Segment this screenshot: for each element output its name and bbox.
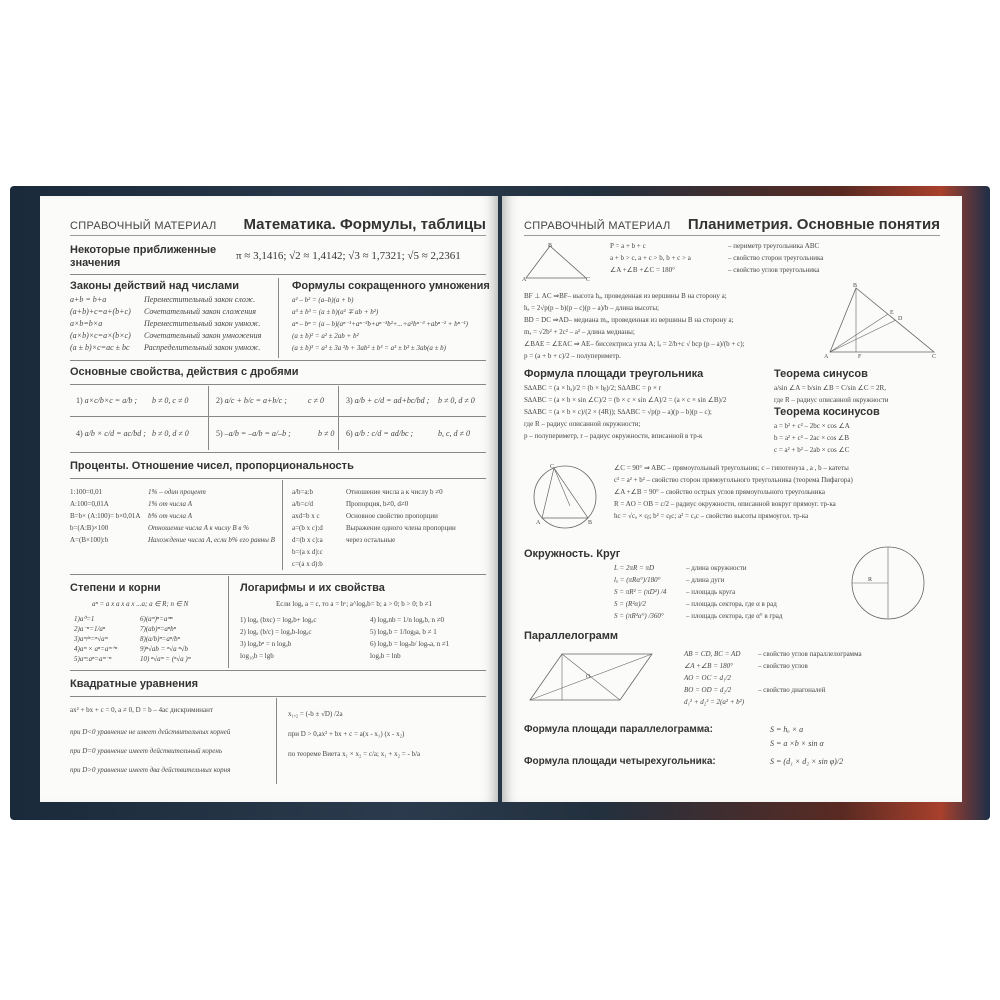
circle-formula: L = 2πR = πD xyxy=(614,564,655,572)
circle-description: – площадь сектора, где α в рад xyxy=(686,600,777,608)
percents-cell: Отношение числа A к числу B в % xyxy=(148,524,249,532)
fraction-num: 3) xyxy=(346,396,353,405)
fraction-cond: b ≠ 0, c ≠ 0 xyxy=(152,396,189,405)
fraction-item xyxy=(76,428,146,440)
short-mult-formula: aⁿ – bⁿ = (a – b)(aⁿ⁻¹+aⁿ⁻²b+aⁿ⁻³b²+...+a²bⁿ⁻³ +abⁿ⁻² + bⁿ⁻¹) xyxy=(292,320,468,328)
svg-text:C: C xyxy=(550,464,555,470)
log-rule: 6) logₐb = logₙb/ logₙa, n ≠1 xyxy=(370,640,450,648)
approx-values: π ≈ 3,1416; √2 ≈ 1,4142; √3 ≈ 1,7321; √5 ≈ 2,2361 xyxy=(236,250,461,262)
divider xyxy=(70,574,486,575)
laws-descriptions xyxy=(144,294,261,354)
quadratic-line: при D>0 уравнение имеет два действительных корня xyxy=(70,766,231,774)
log-rule: 1) logₐ (bxc) = logₐb+ logₐc xyxy=(240,616,317,624)
parallelogram-description: – свойство углов xyxy=(758,662,808,670)
law-formula: a×b=b×a xyxy=(70,319,103,328)
divider xyxy=(70,696,486,697)
area-heading: Формула площади треугольника xyxy=(524,368,704,380)
triangle-basic-descriptions xyxy=(728,240,823,276)
left-page-title: Математика. Формулы, таблицы xyxy=(243,216,486,233)
triangle-line: ∠BAE = ∠EAC ⇒ AE– биссектриса угла A; lₐ = 2/b+c √ bcp (p – a)/(b + c); xyxy=(524,340,745,348)
short-mult-formulas xyxy=(292,294,468,354)
cosines-line: b = a² + c² – 2ac × cos ∠B xyxy=(774,434,849,442)
sines-lines xyxy=(774,382,889,406)
triangle-basic-formulas xyxy=(610,240,691,276)
circle-description: – длина окружности xyxy=(686,564,747,572)
law-formula: (a×b)×c=a×(b×c) xyxy=(70,331,131,340)
fraction-cond: c ≠ 0 xyxy=(308,396,324,405)
quadratic-line: при D=0 уравнение имеет действительный корень xyxy=(70,747,223,755)
divider xyxy=(276,698,277,784)
parallelogram-description: – свойство углов параллелограмма xyxy=(758,650,862,658)
circle-description: – площадь сектора, где α° в град xyxy=(686,612,783,620)
triangle-line: p = (a + b + c)/2 – полупериметр. xyxy=(524,352,621,360)
divider xyxy=(70,274,486,275)
area-line: где R – радиус описанной окружности; xyxy=(524,420,641,428)
fraction-expr: a/b × c/d = ac/bd ; xyxy=(84,429,146,438)
triangle-formula: ∠A +∠B +∠C = 180° xyxy=(610,266,675,274)
fraction-cond: b ≠ 0, d ≠ 0 xyxy=(438,396,475,405)
law-description: Сочетательный закон сложения xyxy=(144,307,257,316)
percents-cell: 1% – один процент xyxy=(148,488,206,496)
log-rule: 3) logₐbⁿ = n logₐb xyxy=(240,640,292,648)
log-rule: 2) logₐ (b/c) = logₐb-logₐc xyxy=(240,628,312,636)
area-line: p – полупериметр, r – радиус окружности, вписанной в тр-к xyxy=(524,432,703,440)
quadratic-line: ax² + bx + c = 0, a ≠ 0, D = b – 4ac дискриминант xyxy=(70,706,213,714)
triangle-description: – свойство углов треугольника xyxy=(728,266,820,274)
percents-cell: b=(A:B)×100 xyxy=(70,524,109,532)
percents-cell: Основное свойство пропорции xyxy=(346,512,438,520)
logs-heading: Логарифмы и их свойства xyxy=(240,582,385,594)
law-formula: (a+b)+c=a+(b+c) xyxy=(70,307,131,316)
power-rule: 2)a⁻ⁿ=1/aⁿ xyxy=(74,625,106,633)
area-parallelogram-line: S = hₐ × a xyxy=(770,725,804,734)
divider xyxy=(338,386,339,450)
approx-heading-1: Некоторые приближенные xyxy=(70,244,217,256)
area-quad-heading: Формула площади четырехугольника: xyxy=(524,756,716,767)
approx-heading-2: значения xyxy=(70,257,121,269)
percents-cell: B=b× (A:100)= b×0,01A xyxy=(70,512,141,520)
svg-text:D: D xyxy=(898,316,903,322)
percents-cell: 1:100=0,01 xyxy=(70,488,103,496)
svg-text:C: C xyxy=(932,354,937,360)
parallelogram-formula: AB = CD, BC = AD xyxy=(684,650,741,658)
triangle-description: – свойство сторон треугольника xyxy=(728,254,824,262)
svg-text:E: E xyxy=(890,310,894,316)
power-rule: 4)aᵐ × aⁿ=aᵐ⁺ⁿ xyxy=(74,645,118,653)
power-rule: 10) ⁿ√aᵐ = (ⁿ√a )ᵐ xyxy=(140,655,191,663)
sines-heading: Теорема синусов xyxy=(774,368,868,380)
triangle-diagram xyxy=(522,242,592,282)
area-parallelogram-heading: Формула площади параллелограмма: xyxy=(524,724,713,735)
percents-cell: Отношение числа a к числу b ≠0 xyxy=(346,488,443,496)
area-quad-line: S = (d₁ × d₂ × sin φ)/2 xyxy=(770,757,844,766)
parallelogram-heading: Параллелограмм xyxy=(524,630,619,642)
triangle-heights-diagram xyxy=(822,280,942,360)
percents-cell: Пропорция, b≠0, d≠0 xyxy=(346,500,409,508)
triangle-lines xyxy=(524,290,745,362)
short-mult-heading: Формулы сокращенного умножения xyxy=(292,280,490,292)
percents-cell: c=(a x d):b xyxy=(292,560,323,568)
svg-text:A: A xyxy=(824,354,829,360)
triangle-line: BF ⊥ AC ⇒BF– высота hₐ, проведенная из вершины B на сторону a; xyxy=(524,292,727,300)
svg-text:A: A xyxy=(522,277,527,282)
left-page-label: СПРАВОЧНЫЙ МАТЕРИАЛ xyxy=(70,220,217,232)
parallelogram-formulas xyxy=(684,648,744,708)
circle-formulas xyxy=(614,562,666,622)
percents-cell: b% от числа A xyxy=(148,512,192,520)
circle-formula: S = (R²α)/2 xyxy=(614,600,646,608)
right-page xyxy=(502,196,962,802)
fraction-item xyxy=(76,395,137,407)
log-rule: log₁₀b = lgb xyxy=(240,652,274,660)
right-triangle-line: ∠A +∠B = 90° – свойство острых углов прямоугольного треугольника xyxy=(614,488,825,496)
fraction-expr: –a/b = –a/b = a/–b ; xyxy=(224,429,291,438)
cosines-lines xyxy=(774,420,850,456)
parallelogram-description: – свойство диагоналей xyxy=(758,686,826,694)
right-triangle-line: hc = √cₐ × cᵦ; b² = cᵦc; a² = cₐc – свойство высоты прямоугол. тр-ка xyxy=(614,512,809,520)
percents-cell: через остальные xyxy=(346,536,396,544)
svg-text:B: B xyxy=(588,520,593,526)
right-triangle-circle-diagram xyxy=(530,462,600,532)
percents-cell: a/b=a:b xyxy=(292,488,314,496)
power-rule: 8)(a/b)ⁿ=aⁿ/bⁿ xyxy=(140,635,180,643)
fraction-expr: a/c + b/c = a+b/c ; xyxy=(224,396,287,405)
cosines-heading: Теорема косинусов xyxy=(774,406,880,418)
divider xyxy=(70,452,486,453)
svg-text:R: R xyxy=(868,577,873,583)
laws-formulas xyxy=(70,294,131,354)
fractions-heading: Основные свойства, действия с дробями xyxy=(70,366,299,378)
fraction-cond: b ≠ 0 xyxy=(318,429,335,438)
triangle-formula: a + b > c, a + c > b, b + c > a xyxy=(610,254,691,262)
power-rule: 7)(ab)ⁿ=aⁿbⁿ xyxy=(140,625,176,633)
circle-diagram xyxy=(848,542,928,624)
svg-text:B: B xyxy=(548,243,553,249)
power-rule: 3)aᵐ/ⁿ=ⁿ√aᵐ xyxy=(74,635,108,643)
left-page xyxy=(40,196,498,802)
sines-line: где R – радиус описанной окружности xyxy=(774,396,889,404)
divider xyxy=(70,416,486,417)
cosines-line: c = a² + b² – 2ab × cos ∠C xyxy=(774,446,850,454)
quadratic-heading: Квадратные уравнения xyxy=(70,678,199,690)
quadratic-line: при D > 0,ax² + bx + c = a(x - x₁) (x - x₂) xyxy=(288,730,405,738)
svg-text:A: A xyxy=(536,520,541,526)
fraction-item xyxy=(346,395,429,407)
short-mult-formula: a² – b² = (a–b)(a + b) xyxy=(292,296,354,304)
divider xyxy=(208,386,209,450)
right-triangle-line: ∠C = 90° ⇒ ABC – прямоугольный треугольник; c – гипотенуза , a , b – катеты xyxy=(614,464,849,472)
power-rule: 5)aᵐ:aⁿ=aᵐ⁻ⁿ xyxy=(74,655,112,663)
quadratic-line: по теореме Виета x₁ × x₂ = c/a; x₁ + x₂ = - b/a xyxy=(288,750,421,758)
percents-cell: A:100=0,01A xyxy=(70,500,109,508)
triangle-line: mₐ = √2b² + 2c² – a² – длина медианы; xyxy=(524,328,635,336)
parallelogram-diagram xyxy=(526,648,656,706)
law-formula: (a ± b)×c=ac ± bc xyxy=(70,343,130,352)
quadratic-line: при D<0 уравнение не имеет действительных корней xyxy=(70,728,231,736)
circle-formula: S = πR² = (πD²) /4 xyxy=(614,588,667,596)
powers-heading: Степени и корни xyxy=(70,582,161,594)
area-line: S∆ABC = (a × b × sin ∠C)/2 = (b × c × sin ∠A)/2 = (a × c × sin ∠B)/2 xyxy=(524,396,727,404)
logs-col2 xyxy=(370,614,449,662)
power-rule: 9)ⁿ√ab = ⁿ√a ⁿ√b xyxy=(140,645,188,653)
area-line: S∆ABC = (a × hₐ)/2 = (b × hᵦ)/2; S∆ABC = p × r xyxy=(524,384,662,392)
divider xyxy=(70,478,486,479)
law-formula: a+b = b+a xyxy=(70,295,107,304)
logs-col1 xyxy=(240,614,316,662)
right-page-header xyxy=(524,214,940,236)
divider xyxy=(70,384,486,385)
logs-definition: Если logₐ a = c, то a = bᶜ; a^logₐb= b; a > 0; b > 0; b ≠1 xyxy=(276,600,433,608)
percents-cell: a=(b x c):d xyxy=(292,524,323,532)
fraction-item xyxy=(216,395,287,407)
law-description: Переместительный закон слож. xyxy=(144,295,256,304)
short-mult-formula: (a ± b)³ = a³ ± 3a ²b + 3ab² ± b³ = a³ ± b³ ± 3ab(a ± b) xyxy=(292,344,446,352)
percents-heading: Проценты. Отношение чисел, пропорциональность xyxy=(70,460,354,472)
percents-cell: Нахождение числа A, если b% его равны B xyxy=(148,536,275,544)
fraction-item xyxy=(346,428,413,440)
short-mult-formula: a³ ± b³ = (a ± b)(a² ∓ ab + b²) xyxy=(292,308,379,316)
quadratic-line: x₁,₂ = (-b ± √D) /2a xyxy=(288,710,343,718)
divider xyxy=(282,480,283,570)
area-lines xyxy=(524,382,726,442)
circle-description: – длина дуги xyxy=(686,576,725,584)
right-page-title: Планиметрия. Основные понятия xyxy=(687,216,940,233)
fraction-num: 2) xyxy=(216,396,223,405)
triangle-formula: P = a + b + c xyxy=(610,242,646,250)
triangle-description: – периметр треугольника ABC xyxy=(728,242,820,250)
percents-col1 xyxy=(70,486,140,546)
fraction-cond: b ≠ 0, d ≠ 0 xyxy=(152,429,189,438)
circle-formula: S = (πR²α°) /360° xyxy=(614,612,664,620)
percents-col3 xyxy=(292,486,323,570)
divider xyxy=(70,670,486,671)
percents-cell: d=(b x c):a xyxy=(292,536,323,544)
fraction-expr: a×c/b×c = a/b ; xyxy=(84,396,138,405)
parallelogram-formula: BO = OD = d₂/2 xyxy=(684,686,732,694)
short-mult-formula: (a ± b)² = a² ± 2ab + b² xyxy=(292,332,359,340)
log-rule: 5) logₐb = 1/logᵦa, b ≠ 1 xyxy=(370,628,437,636)
percents-col4 xyxy=(346,486,456,546)
parallelogram-formula: d₁² + d₂² = 2(a² + b²) xyxy=(684,698,745,706)
divider xyxy=(228,576,229,668)
powers-definition: aⁿ = a x a x a x ...a; a ∈ R; n ∈ N xyxy=(92,600,189,608)
right-triangle-line: R = AO = OB = c/2 – радиус окружности, описанной вокруг прямоуг. тр-ка xyxy=(614,500,836,508)
fraction-expr: a/b : c/d = ad/bc ; xyxy=(354,429,414,438)
percents-cell: a/b=c/d xyxy=(292,500,314,508)
left-page-header xyxy=(70,214,486,236)
divider xyxy=(70,360,486,361)
laws-heading: Законы действий над числами xyxy=(70,280,239,292)
fraction-cond: b, c, d ≠ 0 xyxy=(438,429,470,438)
circle-descriptions xyxy=(686,562,782,622)
right-triangle-line: c² = a² + b² – свойство сторон прямоугольного треугольника (теорема Пифагора) xyxy=(614,476,853,484)
area-line: S∆ABC = (a × b × c)/(2 × (4R)); S∆ABC = √p(p – a)(p – b)(p – c); xyxy=(524,408,712,416)
law-description: Сочетательный закон умножения xyxy=(144,331,262,340)
fraction-expr: a/b + c/d = ad+bc/bd ; xyxy=(354,396,430,405)
law-description: Распределительный закон умнож. xyxy=(144,343,261,352)
fraction-num: 5) xyxy=(216,429,223,438)
percents-cell: Выражение одного члена пропорции xyxy=(346,524,456,532)
divider xyxy=(278,278,279,358)
svg-text:F: F xyxy=(858,354,862,360)
power-rule: 1)a⁰=1 xyxy=(74,615,95,623)
log-rule: 4) logₐnb = 1/n logₐb, n ≠0 xyxy=(370,616,445,624)
circle-heading: Окружность. Круг xyxy=(524,548,621,560)
percents-cell: A=(B×100):b xyxy=(70,536,109,544)
cosines-line: a = b² + c² – 2bc × cos ∠A xyxy=(774,422,850,430)
svg-text:C: C xyxy=(586,277,591,282)
fraction-num: 1) xyxy=(76,396,83,405)
percents-col2 xyxy=(148,486,275,546)
powers-col1 xyxy=(74,614,117,664)
fraction-item xyxy=(216,428,291,440)
parallelogram-formula: ∠A +∠B = 180° xyxy=(684,662,733,670)
area-parallelogram-line: S = a ×b × sin α xyxy=(770,739,824,748)
circle-description: – площадь круга xyxy=(686,588,736,596)
circle-formula: lₐ = (πRα°)/180° xyxy=(614,576,661,584)
svg-text:O: O xyxy=(586,674,591,680)
law-description: Переместительный закон умнож. xyxy=(144,319,261,328)
percents-cell: axd=b x c xyxy=(292,512,320,520)
triangle-line: BD = DC ⇒AD– медиана mₐ, проведенная из вершины B на сторону a; xyxy=(524,316,734,324)
fraction-num: 4) xyxy=(76,429,83,438)
parallelogram-formula: AO = OC = d₁/2 xyxy=(684,674,731,682)
power-rule: 6)(aᵐ)ⁿ=aᵐⁿ xyxy=(140,615,173,623)
sines-line: a/sin ∠A = b/sin ∠B = C/sin ∠C = 2R, xyxy=(774,384,886,392)
percents-cell: 1% от числа A xyxy=(148,500,192,508)
percents-cell: b=(a x d):c xyxy=(292,548,323,556)
right-page-label: СПРАВОЧНЫЙ МАТЕРИАЛ xyxy=(524,220,671,232)
triangle-line: hₐ = 2√p(p – b)(p – c)(p – a)/b – длина высоты; xyxy=(524,304,659,312)
log-rule: logₑb = lnb xyxy=(370,652,401,660)
powers-col2 xyxy=(140,614,191,664)
right-triangle-lines xyxy=(614,462,853,522)
fraction-num: 6) xyxy=(346,429,353,438)
svg-text:B: B xyxy=(853,283,858,289)
